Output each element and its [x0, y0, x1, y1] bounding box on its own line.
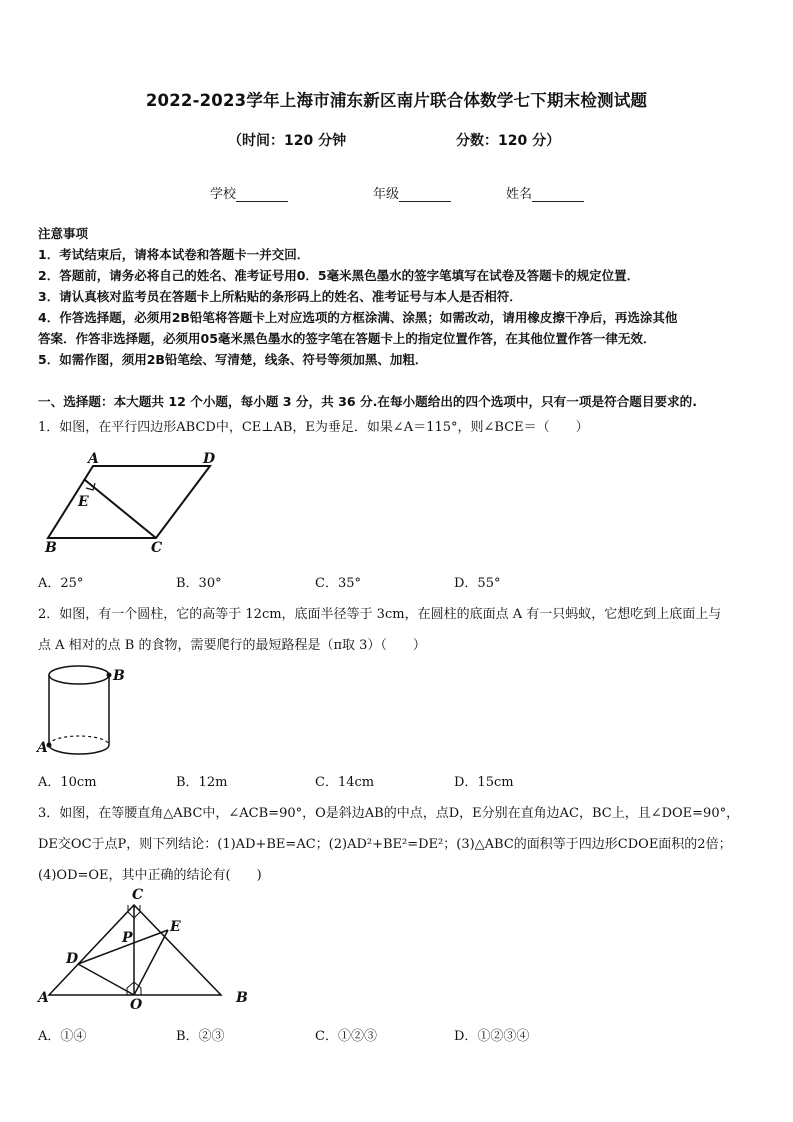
q1-option-d[interactable]: D．55° — [454, 576, 501, 591]
q2-line-2: 点 A 相对的点 B 的食物，需要爬行的最短路程是（π取 3）（ ） — [38, 638, 426, 653]
notes-heading: 注意事项 — [38, 226, 89, 241]
q3-triangle-figure — [36, 885, 256, 1015]
q2-option-c[interactable]: C．14cm — [315, 775, 375, 790]
note-item: 4．作答选择题，必须用2B铅笔将答题卡上对应选项的方框涂满、涂黑；如需改动，请用橡皮擦干净后，再选涂其他 — [38, 310, 678, 325]
q3-label-p: P — [122, 930, 133, 946]
note-item: 5．如需作图，须用2B铅笔绘、写清楚，线条、符号等须加黑、加粗． — [38, 352, 428, 367]
q3-line-1: 3．如图，在等腰直角△ABC中，∠ACB=90°，O是斜边AB的中点，点D，E分别在直角边AC，BC上，且∠DOE=90°， — [38, 806, 740, 821]
q2-option-a[interactable]: A．10cm — [38, 775, 97, 790]
page-title: 2022-2023学年上海市浦东新区南片联合体数学七下期末检测试题 — [145, 91, 648, 110]
q1-text: 1．如图，在平行四边形ABCD中，CE⊥AB，E为垂足．如果∠A＝115°，则∠BCE＝（ ） — [38, 420, 589, 435]
q1-label-d: D — [203, 451, 216, 467]
q1-option-a[interactable]: A．25° — [38, 576, 84, 591]
q1-parallelogram-figure — [38, 448, 228, 556]
q3-label-a: A — [38, 990, 49, 1006]
q3-label-d: D — [66, 951, 79, 967]
note-item: 答案．作答非选择题，必须用05毫米黑色墨水的签字笔在答题卡上的指定位置作答，在其他位置作答一律无效． — [38, 331, 656, 346]
section-heading: 一、选择题：本大题共 12 个小题，每小题 3 分，共 36 分.在每小题给出的四个选项中，只有一项是符合题目要求的. — [38, 394, 698, 409]
q1-option-b[interactable]: B．30° — [176, 576, 222, 591]
q3-option-d[interactable]: D．①②③④ — [454, 1029, 530, 1044]
q3-label-e: E — [170, 919, 181, 935]
q3-line-2: DE交OC于点P，则下列结论：(1)AD+BE=AC；(2)AD²+BE²=DE²；(3)△ABC的面积等于四边形CDOE面积的2倍； — [38, 837, 732, 852]
q2-label-a: A — [37, 740, 48, 756]
q1-label-a: A — [88, 451, 99, 467]
exam-score: 分数：120 分） — [456, 133, 561, 149]
q3-label-o: O — [130, 997, 143, 1013]
note-item: 1．考试结束后，请将本试卷和答题卡一并交回． — [38, 247, 310, 262]
note-item: 3．请认真核对监考员在答题卡上所粘贴的条形码上的姓名、准考证号与本人是否相符． — [38, 289, 522, 304]
exam-time: （时间：120 分钟 — [228, 133, 347, 149]
q2-line-1: 2．如图，有一个圆柱，它的高等于 12cm，底面半径等于 3cm，在圆柱的底面点 A 有一只蚂蚁，它想吃到上底面上与 — [38, 607, 722, 622]
name-blank[interactable] — [532, 189, 584, 202]
q1-label-c: C — [151, 540, 163, 556]
q2-cylinder-figure — [36, 660, 136, 760]
grade-field — [373, 183, 451, 202]
q3-option-c[interactable]: C．①②③ — [315, 1029, 377, 1044]
name-field — [506, 183, 584, 202]
q3-option-a[interactable]: A．①④ — [38, 1029, 87, 1044]
q3-line-3: (4)OD=OE，其中正确的结论有( ) — [38, 868, 262, 883]
q3-label-b: B — [236, 990, 248, 1006]
q1-label-b: B — [45, 540, 57, 556]
name-label: 姓名 — [506, 187, 533, 202]
q1-label-e: E — [78, 494, 89, 510]
q3-option-b[interactable]: B．②③ — [176, 1029, 225, 1044]
q2-option-d[interactable]: D．15cm — [454, 775, 514, 790]
school-field — [210, 183, 288, 202]
school-label: 学校 — [210, 187, 237, 202]
grade-label: 年级 — [373, 187, 400, 202]
q2-option-b[interactable]: B．12m — [176, 775, 228, 790]
school-blank[interactable] — [236, 189, 288, 202]
note-item: 2．答题前，请务必将自己的姓名、准考证号用0．5毫米黑色墨水的签字笔填写在试卷及答题卡的规定位置． — [38, 268, 640, 283]
q1-option-c[interactable]: C．35° — [315, 576, 361, 591]
q3-label-c: C — [132, 887, 144, 903]
grade-blank[interactable] — [399, 189, 451, 202]
q2-label-b: B — [113, 668, 125, 684]
